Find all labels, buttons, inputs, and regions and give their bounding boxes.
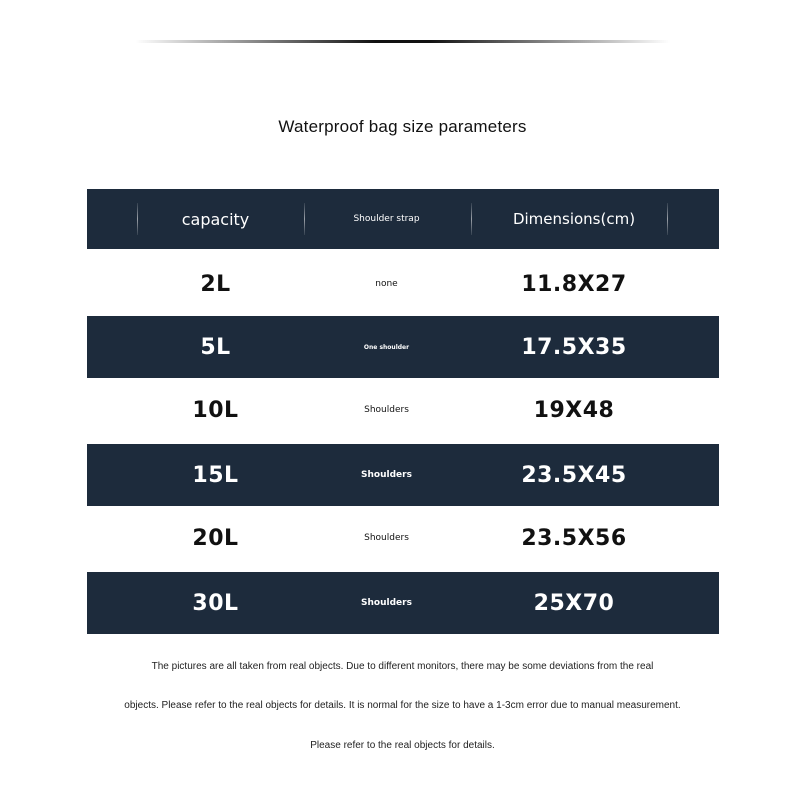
strap-cell: Shoulders (361, 470, 412, 480)
dimensions-cell: 23.5X45 (521, 462, 627, 488)
header-shoulder-strap-label: Shoulder strap (353, 214, 420, 224)
header-dimensions (429, 189, 719, 249)
table-row (87, 572, 719, 634)
top-divider-line (135, 40, 670, 43)
header-separator (471, 203, 472, 235)
disclaimer-line-3: Please refer to the real objects for details. (310, 740, 495, 751)
strap-cell: Shoulders (364, 533, 409, 543)
header-separator (304, 203, 305, 235)
dimensions-cell: 11.8X27 (521, 271, 627, 297)
table-row (87, 316, 719, 378)
table-row (87, 507, 719, 569)
table-row (87, 379, 719, 441)
header-dimensions-label: Dimensions(cm) (512, 210, 636, 228)
header-separator (137, 203, 138, 235)
page-title: Waterproof bag size parameters (278, 117, 527, 136)
strap-cell: Shoulders (361, 598, 412, 608)
header-shoulder-strap (344, 189, 429, 249)
capacity-cell: 30L (192, 590, 239, 616)
table-header (87, 189, 719, 249)
capacity-cell: 10L (192, 397, 239, 423)
dimensions-cell: 23.5X56 (521, 525, 627, 551)
dimensions-cell: 19X48 (533, 397, 615, 423)
dimensions-cell: 17.5X35 (521, 334, 627, 360)
strap-cell: One shoulder (363, 343, 410, 351)
header-capacity-label: capacity (181, 209, 250, 229)
strap-cell: none (375, 279, 398, 289)
capacity-cell: 5L (200, 334, 231, 360)
capacity-cell: 20L (192, 525, 239, 551)
table-row (87, 444, 719, 506)
disclaimer-line-2: objects. Please refer to the real objects for details. It is normal for the size to have a 1-3cm error due to manual measurement. (124, 700, 681, 711)
table-row (87, 253, 719, 315)
capacity-cell: 2L (200, 271, 231, 297)
strap-cell: Shoulders (364, 405, 409, 415)
header-capacity (87, 189, 344, 249)
disclaimer-line-1: The pictures are all taken from real objects. Due to different monitors, there may be some deviations from the real (151, 661, 654, 672)
capacity-cell: 15L (192, 462, 239, 488)
header-separator (667, 203, 668, 235)
size-table (87, 189, 719, 634)
dimensions-cell: 25X70 (533, 590, 615, 616)
